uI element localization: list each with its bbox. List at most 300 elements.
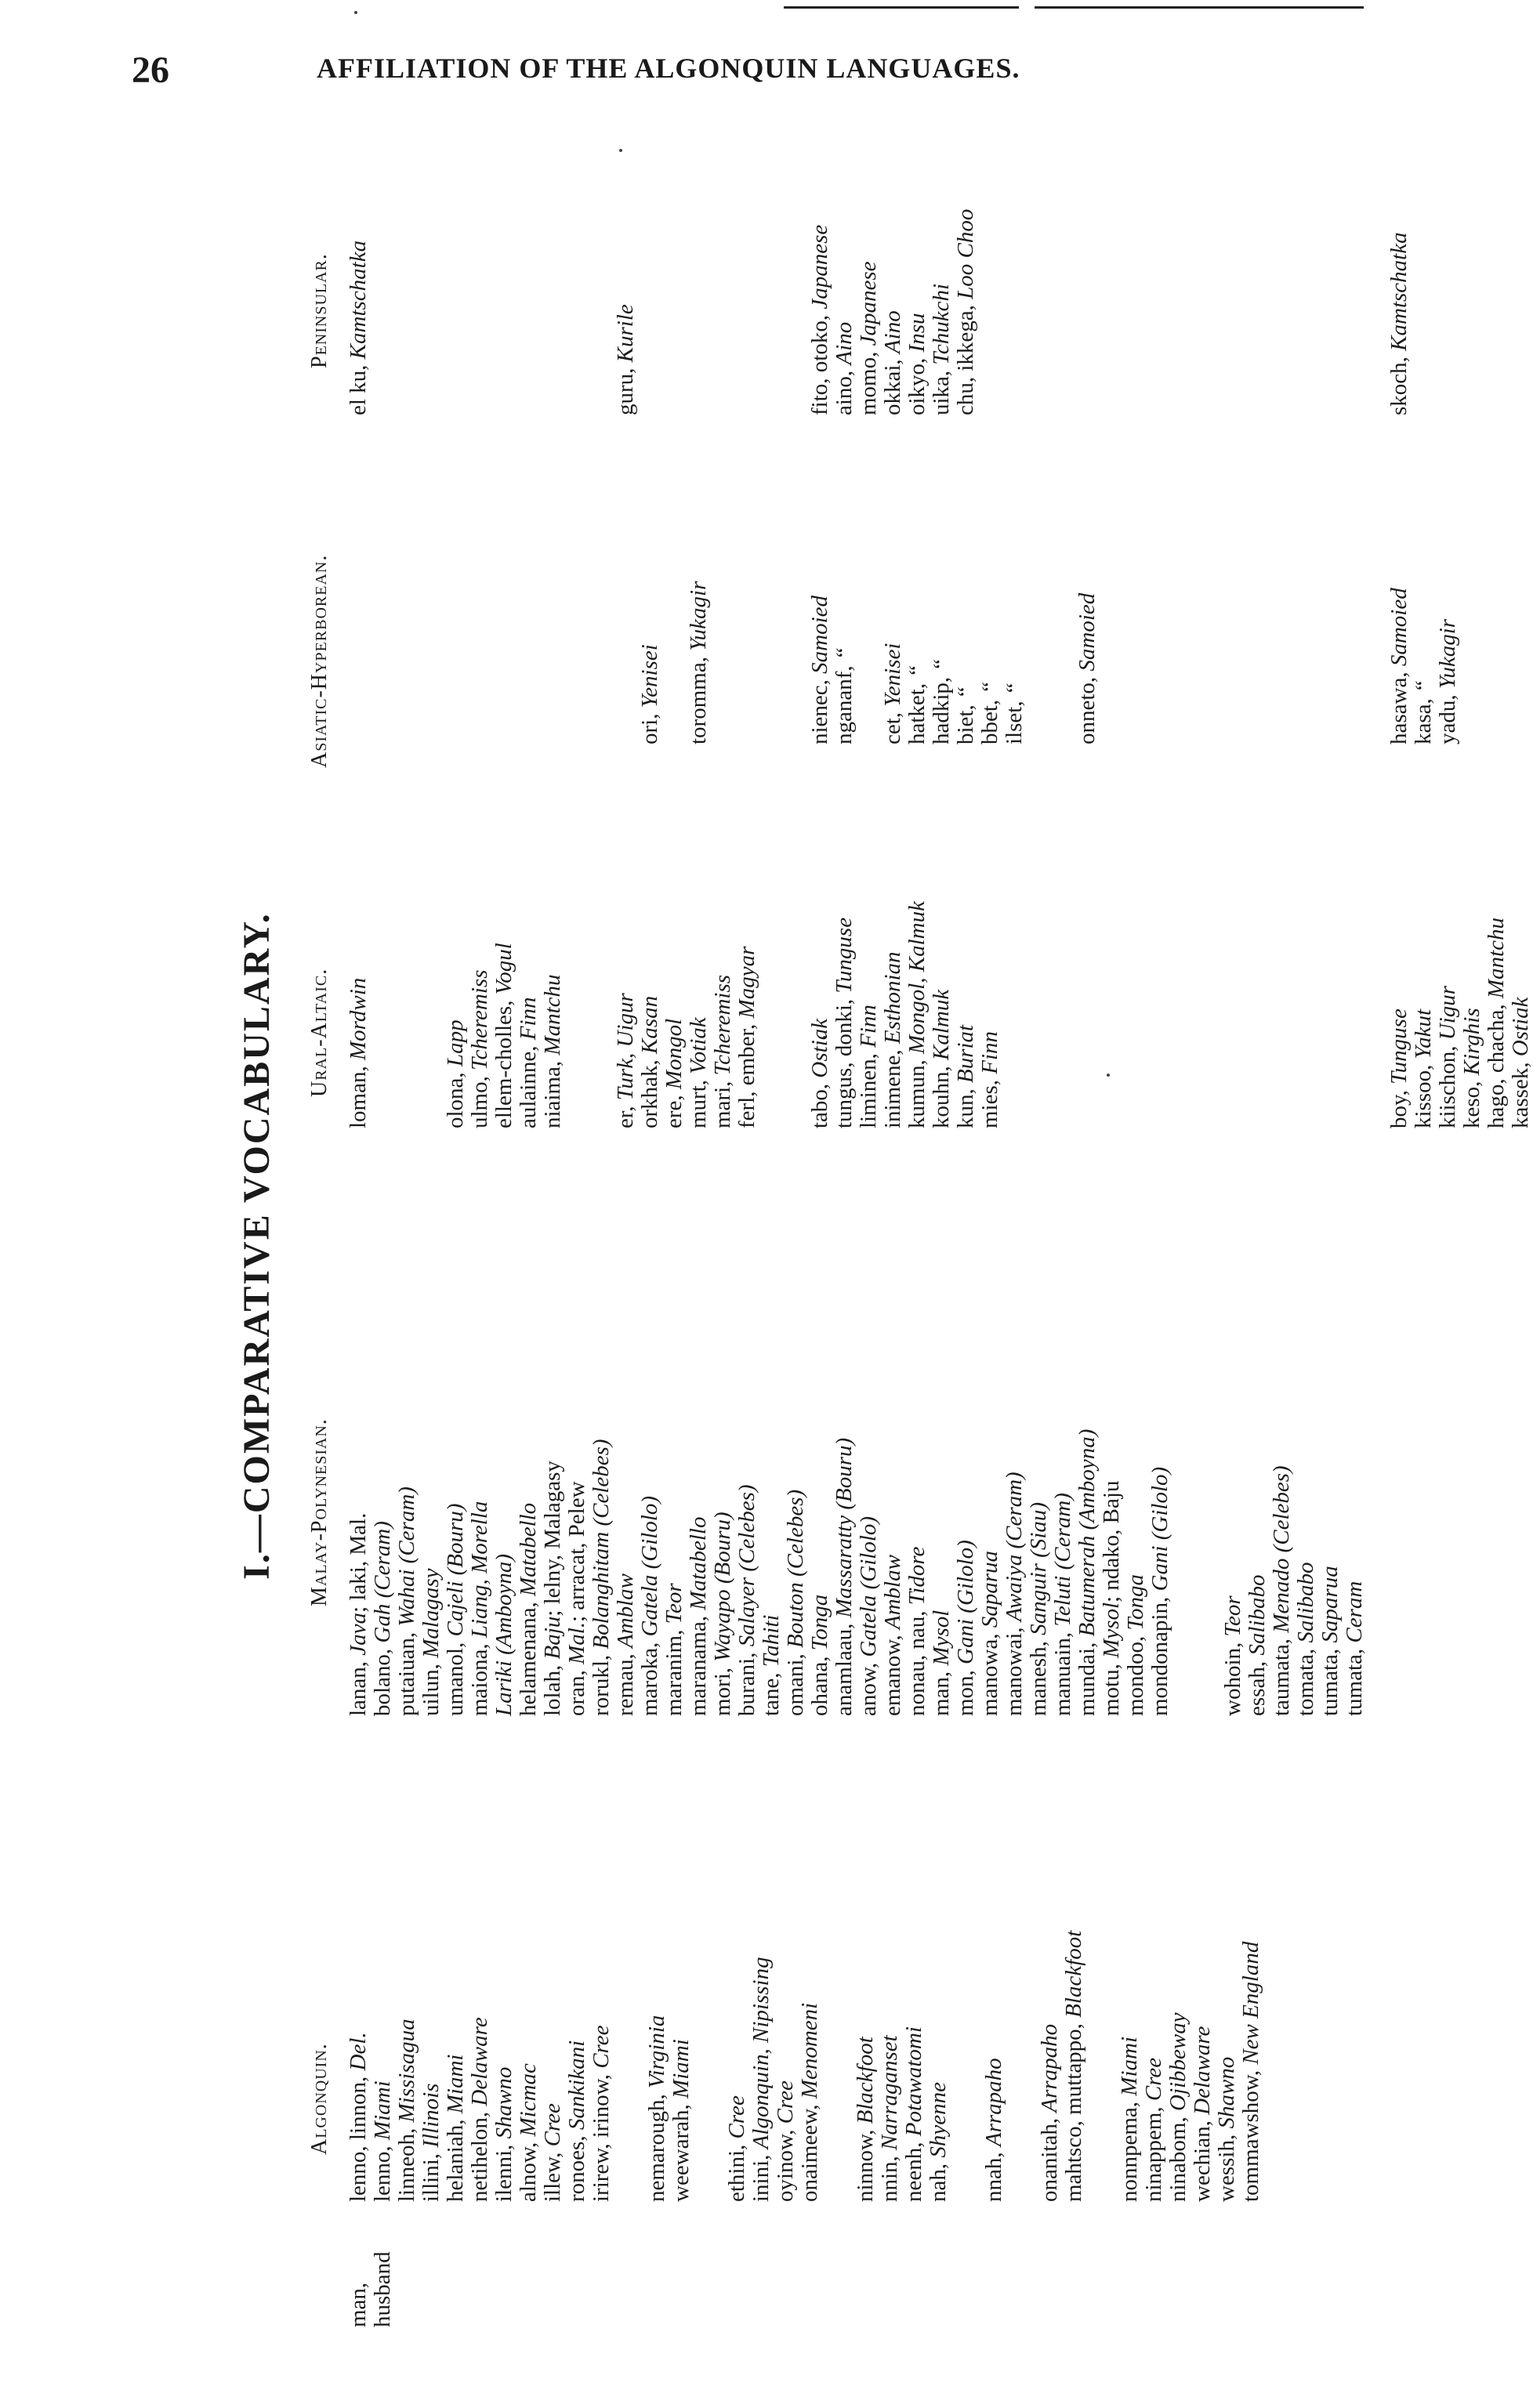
- vocab-entry: [808, 209, 832, 415]
- entry-word: ngananf,: [832, 660, 857, 744]
- entry-word: ninappem,: [1141, 2101, 1166, 2202]
- entry-language: Batumerah (Amboyna): [1075, 1429, 1100, 1637]
- vocab-entry: [954, 209, 978, 415]
- vocab-entry: [735, 581, 759, 744]
- vocab-entry: [444, 209, 468, 415]
- entry-word: mahtsco, muttappo,: [1061, 2017, 1086, 2202]
- vocab-entry: [1118, 1931, 1142, 2202]
- entry-word: omani,: [783, 1648, 808, 1716]
- entry-word: fito, otoko,: [807, 309, 832, 415]
- vocab-entry: [711, 209, 735, 415]
- entry-language: Tonga: [807, 1594, 832, 1651]
- entry-language: Menado (Celebes): [1269, 1465, 1294, 1633]
- entry-language: Kirghis: [1459, 1008, 1484, 1076]
- entry-word: tomata,: [1293, 1642, 1318, 1716]
- vocab-entry: [444, 1931, 468, 2202]
- entry-language: Narraganset: [877, 2035, 902, 2150]
- entry-language: Algonquin, Nipissing: [748, 1957, 774, 2149]
- vocab-entry: [565, 901, 589, 1128]
- vocab-entry: [444, 901, 468, 1128]
- entry-word: ellem-cholles,: [491, 994, 516, 1128]
- entry-word: emanow,: [880, 1629, 905, 1716]
- entry-language: Shawno: [491, 2066, 516, 2139]
- page-number: 26: [132, 49, 169, 91]
- entry-language: Matabello: [516, 1502, 541, 1597]
- entry-word: skoch,: [1386, 350, 1412, 415]
- vocab-entry: [1215, 1931, 1239, 2202]
- entry-word: illini,: [419, 2147, 444, 2202]
- entry-extra: ; arracat, Pelew: [564, 1481, 589, 1622]
- entry-word: nienec,: [807, 673, 832, 744]
- entry-language: Teluti (Ceram): [1050, 1493, 1075, 1627]
- vocab-entry: [853, 1931, 878, 2202]
- entry-language: Japanese: [807, 224, 832, 310]
- entry-language: Miami: [669, 2039, 694, 2098]
- entry-language: Gatela (Gilolo): [637, 1495, 662, 1637]
- entry-language: Yenisei: [637, 644, 662, 708]
- vocab-entry: [492, 1931, 516, 2202]
- entry-language: Mongol, Kalmuk: [904, 901, 930, 1054]
- vocab-entry: [687, 1429, 711, 1716]
- vocab-entry: [468, 209, 492, 415]
- entry-word: onneto,: [1075, 671, 1100, 744]
- entry-language: Del.: [346, 2032, 371, 2071]
- entry-word: bbet,: [977, 693, 1002, 744]
- column-asiatic-hyperborean-lower: [1387, 588, 1460, 744]
- vocab-entry: [881, 209, 905, 415]
- entry-word: remau,: [613, 1648, 638, 1716]
- vocab-entry: [1509, 918, 1533, 1128]
- entry-language: Gani (Gilolo): [953, 1540, 978, 1664]
- entry-word: essah,: [1245, 1655, 1270, 1716]
- entry-word: manesh,: [1026, 1635, 1051, 1716]
- vocab-entry: [905, 581, 930, 744]
- entry-word: maroka,: [637, 1636, 662, 1716]
- gloss-line: man,: [346, 2282, 371, 2327]
- vocab-entry: [1460, 918, 1484, 1128]
- entry-language: Tunguse: [1386, 1008, 1412, 1085]
- vocab-entry: [1270, 1429, 1294, 1716]
- entry-word: lolah,: [540, 1659, 565, 1716]
- entry-word: maranama,: [686, 1610, 711, 1716]
- entry-language: Gatela (Gilolo): [856, 1515, 881, 1657]
- entry-language: Amblaw: [880, 1555, 905, 1630]
- vocab-entry: [638, 901, 662, 1128]
- entry-word: tungus, donki,: [832, 993, 857, 1128]
- entry-word: helaniah,: [443, 2113, 468, 2202]
- entry-word: nnah,: [981, 2146, 1006, 2202]
- column-gloss: [346, 2251, 395, 2327]
- entry-word: ohana,: [807, 1650, 832, 1716]
- vocab-entry: [541, 1429, 565, 1716]
- entry-language: Mal.: [564, 1622, 589, 1664]
- vocab-entry: [371, 209, 395, 415]
- entry-language: Blackfoot: [1061, 1930, 1086, 2018]
- entry-word: niaima,: [540, 1055, 565, 1128]
- entry-language: Gah (Ceram): [370, 1521, 395, 1643]
- entry-word: nonau, nau,: [904, 1605, 930, 1716]
- vocab-entry: [1002, 1429, 1027, 1716]
- entry-language: Ostiak: [1508, 997, 1533, 1057]
- column-peninsular: [346, 209, 978, 415]
- vocab-entry: [371, 1931, 395, 2202]
- entry-word: helamenana,: [516, 1596, 541, 1716]
- vocab-entry: [1142, 1931, 1166, 2202]
- entry-extra: ; laki, Mal.: [346, 1512, 371, 1613]
- vocab-entry: [1191, 1931, 1215, 2202]
- entry-extra: ; ndako, Baju: [1099, 1480, 1124, 1602]
- entry-word: neenh,: [901, 2136, 926, 2202]
- entry-word: mundai,: [1075, 1636, 1100, 1716]
- vocab-entry: [687, 901, 711, 1128]
- vocab-entry: [395, 209, 419, 415]
- vocab-entry: [905, 901, 930, 1128]
- entry-language: Kasan: [637, 995, 662, 1054]
- entry-word: taumata,: [1269, 1632, 1294, 1716]
- entry-word: onaimeew,: [797, 2098, 822, 2202]
- vocab-entry: [1294, 1429, 1318, 1716]
- entry-language: Finn: [977, 1030, 1002, 1074]
- column-asiatic-hyperborean: [638, 581, 1100, 744]
- vocab-entry: [759, 581, 784, 744]
- vocab-entry: [725, 1931, 749, 2202]
- entry-word: bolano,: [370, 1642, 395, 1716]
- running-head: AFFILIATION OF THE ALGONQUIN LANGUAGES.: [317, 53, 1020, 84]
- entry-language: Ceram: [1342, 1581, 1367, 1643]
- entry-language: Salibabo: [1245, 1574, 1270, 1656]
- vocab-entry: [638, 581, 662, 744]
- vocab-entry: [1148, 1429, 1172, 1716]
- vocab-entry: [1062, 1931, 1086, 2202]
- vocab-entry: [711, 1429, 735, 1716]
- entry-word: motu,: [1099, 1657, 1124, 1716]
- entry-language: Massaratty (Bouru): [832, 1437, 857, 1618]
- vocab-entry: [857, 581, 881, 744]
- vocab-entry: [371, 1429, 395, 1716]
- entry-word: anow,: [856, 1657, 881, 1716]
- vocab-entry: [541, 1931, 565, 2202]
- entry-word: murt,: [686, 1074, 711, 1128]
- entry-language: Tcheremiss: [467, 969, 492, 1070]
- entry-group: [645, 1931, 694, 2202]
- entry-word: loman,: [346, 1060, 371, 1128]
- vocab-entry: [759, 1429, 784, 1716]
- entry-word: boy,: [1386, 1084, 1412, 1128]
- entry-word: momo,: [856, 346, 881, 415]
- entry-language: Insu: [904, 313, 930, 353]
- entry-word: kasa,: [1411, 692, 1436, 744]
- entry-word: chu, ikkega,: [953, 299, 978, 415]
- vocab-entry: [798, 1931, 822, 2202]
- entry-language: Tchukchi: [929, 283, 954, 365]
- entry-word: netihelon,: [467, 2106, 492, 2202]
- vocab-entry: [735, 901, 759, 1128]
- entry-word: alnow,: [516, 2136, 541, 2202]
- entry-language: Bolanghitam (Celebes): [589, 1439, 614, 1649]
- vocab-entry: [1318, 1429, 1343, 1716]
- entry-language: Arrapaho: [981, 2058, 1006, 2147]
- entry-language: Sanguir (Siau): [1026, 1501, 1051, 1635]
- vocab-entry: [395, 901, 419, 1128]
- entry-language: Baju: [540, 1616, 565, 1660]
- vocab-entry: [832, 901, 857, 1128]
- vocab-entry: [784, 209, 808, 415]
- entry-group: [1118, 1931, 1263, 2202]
- entry-word: burani,: [734, 1646, 759, 1716]
- entry-language: Aino: [880, 310, 905, 354]
- entry-language: Votiak: [686, 1017, 711, 1074]
- entry-word: guru,: [613, 362, 638, 415]
- vocab-entry: [468, 1931, 492, 2202]
- vocab-entry: [808, 581, 832, 744]
- entry-word: mari,: [710, 1075, 735, 1128]
- entry-word: biet,: [953, 699, 978, 744]
- entry-language: Lapp: [443, 1019, 468, 1067]
- entry-language: Cree: [773, 2080, 798, 2124]
- column-head-asiatic-hyperborean: Asiatic-Hyperborean.: [307, 554, 332, 768]
- entry-language: Salayer (Celebes): [734, 1484, 759, 1647]
- entry-language: Salibabo: [1293, 1562, 1318, 1643]
- vocab-entry: [1436, 588, 1460, 744]
- vocab-entry: [638, 1429, 662, 1716]
- entry-language: Wahai (Ceram): [394, 1486, 419, 1627]
- entry-extra: ; lelny, Malagasy: [540, 1461, 565, 1617]
- vocab-entry: [1412, 918, 1436, 1128]
- entry-word: keso,: [1459, 1075, 1484, 1128]
- entry-word: manowa,: [977, 1628, 1002, 1716]
- column-head-algonquin: Algonquin.: [307, 2043, 332, 2155]
- entry-language: Yakut: [1411, 1008, 1436, 1059]
- entry-language: Menomeni: [797, 2002, 822, 2099]
- entry-word: nah,: [926, 2157, 951, 2202]
- entry-language: Esthonian: [880, 951, 905, 1045]
- vocab-entry: [735, 1429, 759, 1716]
- vocab-entry: [589, 1429, 614, 1716]
- vocab-entry: [774, 1931, 798, 2202]
- entry-word: wessih,: [1214, 2128, 1239, 2202]
- entry-word: tommawshow,: [1238, 2064, 1263, 2202]
- entry-language: “: [977, 681, 1002, 694]
- vocab-entry: [589, 1931, 614, 2202]
- entry-word: lanan,: [346, 1655, 371, 1716]
- entry-language: Mordwin: [346, 977, 371, 1060]
- vocab-entry: [1412, 588, 1436, 744]
- entry-language: Teor: [661, 1583, 687, 1624]
- entry-language: Kurile: [613, 304, 638, 363]
- vocab-entry: [808, 901, 832, 1128]
- vocab-entry: [1038, 1931, 1062, 2202]
- entry-word: onanitah,: [1037, 2112, 1062, 2202]
- entry-language: Gani (Gilolo): [1147, 1466, 1172, 1591]
- column-head-ural-altaic: Ural-Altaic.: [307, 968, 332, 1097]
- vocab-entry: [759, 901, 784, 1128]
- entry-word: wechian,: [1190, 2114, 1215, 2202]
- entry-language: Potawatomi: [901, 2026, 926, 2137]
- vocab-entry: [930, 901, 954, 1128]
- vocab-entry: [1075, 1429, 1100, 1716]
- entry-language: Illinois: [419, 2083, 444, 2148]
- vocab-entry: [565, 1429, 589, 1716]
- entry-language: Awaiya (Ceram): [1002, 1472, 1027, 1622]
- entry-word: mori,: [710, 1661, 735, 1716]
- entry-language: Yukagir: [1435, 618, 1460, 690]
- entry-language: Yukagir: [686, 581, 711, 651]
- entry-group: [1038, 1931, 1086, 2202]
- entry-language: Loo Choo: [953, 208, 978, 299]
- vocab-entry: [832, 1429, 857, 1716]
- entry-language: Cree: [1141, 2057, 1166, 2102]
- entry-language: Buriat: [953, 1024, 978, 1083]
- entry-language: Tcheremiss: [710, 974, 735, 1076]
- vocab-entry: [857, 1429, 881, 1716]
- vocab-entry: [711, 901, 735, 1128]
- entry-word: mies,: [977, 1074, 1002, 1128]
- entry-language: Tidore: [904, 1546, 930, 1606]
- vocab-entry: [444, 1429, 468, 1716]
- entry-language: Mantchu: [540, 974, 565, 1056]
- entry-language: Samoied: [1075, 592, 1100, 672]
- entry-word: hago, chacha,: [1484, 998, 1509, 1128]
- entry-group: [982, 1931, 1006, 2202]
- vocab-entry: [954, 1429, 978, 1716]
- entry-word: ere,: [661, 1089, 687, 1128]
- vocab-entry: [857, 209, 881, 415]
- vocab-entry: [905, 209, 930, 415]
- entry-word: linneoh,: [394, 2122, 419, 2202]
- entry-language: “: [1411, 679, 1436, 693]
- vocab-entry: [419, 1429, 444, 1716]
- vocab-entry: [662, 581, 687, 744]
- vocab-entry: [346, 1429, 371, 1716]
- entry-word: toromma,: [686, 650, 711, 744]
- vocab-entry: [1027, 1429, 1051, 1716]
- vocab-entry: [1343, 1429, 1367, 1716]
- column-peninsular-lower: [1387, 232, 1412, 415]
- vocab-entry: [878, 1931, 902, 2202]
- entry-word: hadkip,: [929, 671, 954, 744]
- entry-word: anamlaau,: [832, 1617, 857, 1716]
- entry-word: manuain,: [1050, 1626, 1075, 1716]
- section-title: I.—COMPARATIVE VOCABULARY.: [236, 912, 277, 1580]
- entry-language: “: [904, 664, 930, 678]
- entry-word: yadu,: [1435, 689, 1460, 744]
- entry-word: inimene,: [880, 1044, 905, 1128]
- vocab-entry: [516, 901, 541, 1128]
- vocab-entry: [759, 209, 784, 415]
- entry-word: mon,: [953, 1664, 978, 1716]
- entry-word: ninabom,: [1165, 2111, 1191, 2202]
- entry-language: Delaware: [467, 2017, 492, 2106]
- entry-word: wohoin,: [1220, 1636, 1245, 1716]
- entry-word: man,: [929, 1665, 954, 1716]
- entry-language: Teor: [1220, 1595, 1245, 1637]
- vocab-entry: [808, 1429, 832, 1716]
- vocab-entry: [516, 1931, 541, 2202]
- vocab-entry: [1172, 1429, 1197, 1716]
- entry-word: inini,: [748, 2149, 774, 2202]
- entry-language: Ojibbeway: [1165, 2012, 1191, 2111]
- entry-language: “: [832, 646, 857, 661]
- entry-word: kiischon,: [1435, 1040, 1460, 1128]
- entry-word: mondonapin,: [1147, 1591, 1172, 1716]
- entry-word: maranim,: [661, 1624, 687, 1716]
- vocab-entry: [978, 1429, 1002, 1716]
- entry-language: Miami: [370, 2080, 395, 2141]
- entry-word: umanol,: [443, 1636, 468, 1716]
- gloss-line: husband: [370, 2251, 395, 2327]
- entry-language: Wayapo (Bouru): [710, 1512, 735, 1662]
- column-ural-altaic: [346, 901, 1002, 1128]
- entry-language: Shyenne: [926, 2082, 951, 2158]
- entry-language: Bouton (Celebes): [783, 1489, 808, 1648]
- entry-word: ronoes,: [564, 2130, 589, 2202]
- vocab-entry: [371, 901, 395, 1128]
- entry-language: Java: [346, 1612, 371, 1656]
- entry-word: kissoo,: [1411, 1059, 1436, 1128]
- column-algonquin: [346, 1931, 1295, 2202]
- vocab-entry: [735, 209, 759, 415]
- entry-group: [725, 1931, 822, 2202]
- entry-word: uika,: [929, 364, 954, 415]
- vocab-entry: [687, 581, 711, 744]
- entry-language: Yenisei: [880, 643, 905, 707]
- entry-word: tabo,: [807, 1077, 832, 1128]
- entry-language: Magyar: [734, 946, 759, 1019]
- entry-language: Matabello: [686, 1516, 711, 1610]
- vocab-entry: [930, 1429, 954, 1716]
- entry-word: hatket,: [904, 677, 930, 744]
- vocab-entry: [589, 209, 614, 415]
- vocab-entry: [1051, 581, 1075, 744]
- vocab-entry: [395, 1429, 419, 1716]
- vocab-entry: [902, 1931, 926, 2202]
- entry-word: okkai,: [880, 353, 905, 415]
- vocab-entry: [784, 581, 808, 744]
- entry-word: irirew, irinow,: [589, 2068, 614, 2202]
- vocab-entry: [954, 581, 978, 744]
- column-head-peninsular: Peninsular.: [307, 253, 332, 368]
- entry-word: hasawa,: [1386, 666, 1412, 744]
- entry-language: Vogul: [491, 943, 516, 995]
- vocab-entry: [346, 1931, 371, 2202]
- vocab-entry: [978, 901, 1002, 1128]
- entry-language: New England: [1238, 1941, 1263, 2065]
- entry-language: Malagasy: [419, 1568, 444, 1658]
- vocab-entry: [930, 581, 954, 744]
- vocab-entry: [1051, 1429, 1075, 1716]
- entry-language: “: [1002, 683, 1027, 696]
- vocab-entry: [662, 901, 687, 1128]
- vocab-entry: [784, 1429, 808, 1716]
- entry-language: Amblaw: [613, 1573, 638, 1649]
- entry-language: Kamtschatka: [346, 240, 371, 360]
- entry-word: illew,: [540, 2146, 565, 2202]
- entry-language: “: [929, 658, 954, 672]
- vocab-entry: [832, 209, 857, 415]
- entry-language: Cree: [589, 2025, 614, 2069]
- entry-language: Tonga: [1123, 1573, 1148, 1631]
- vocab-entry: [419, 1931, 444, 2202]
- vocab-entry: [1197, 1429, 1221, 1716]
- entry-word: cet,: [880, 706, 905, 744]
- vocab-entry: [662, 209, 687, 415]
- entry-language: Finn: [516, 997, 541, 1041]
- entry-language: Mongol: [661, 1018, 687, 1090]
- vocab-entry: [1484, 918, 1509, 1128]
- entry-language: Kamtschatka: [1386, 232, 1412, 351]
- entry-language: Cajeli (Bouru): [443, 1503, 468, 1637]
- entry-language: Liang, Morella: [467, 1501, 492, 1639]
